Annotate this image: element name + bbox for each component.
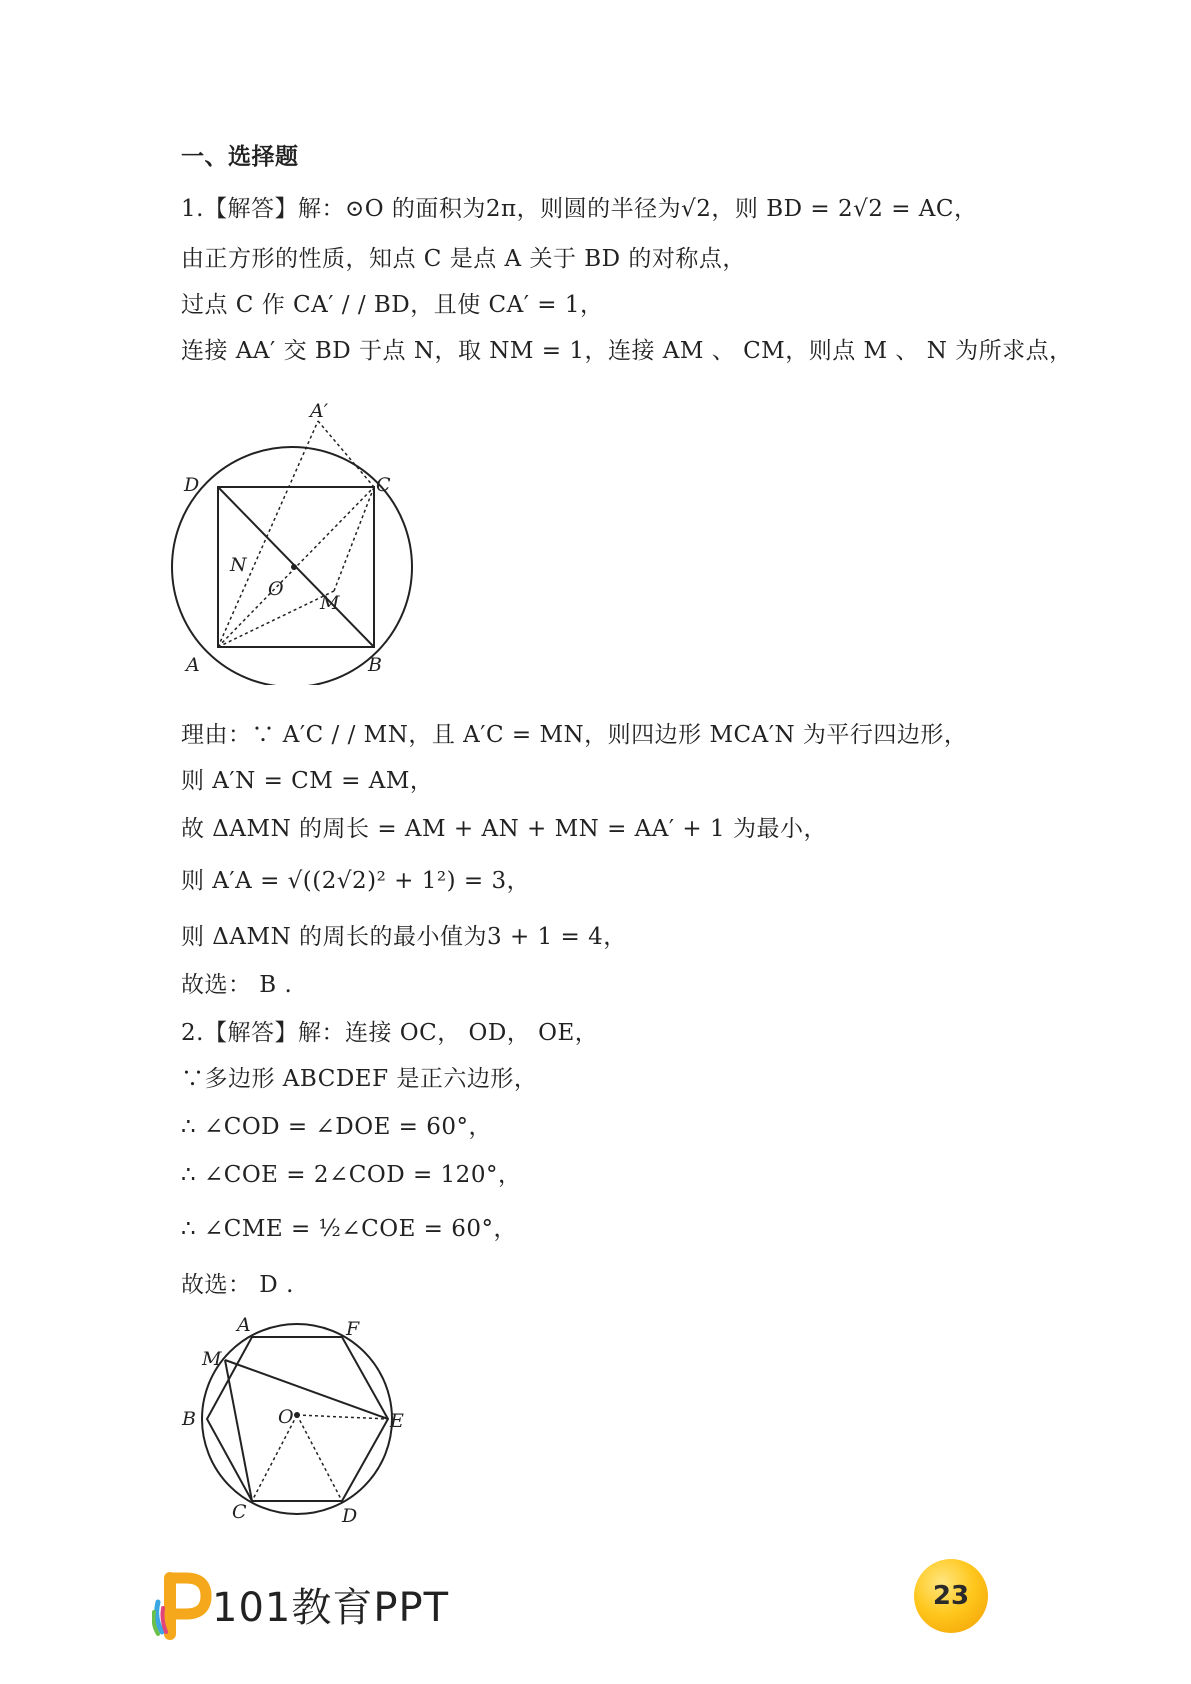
label-n: N (230, 554, 247, 576)
label-c: C (232, 1501, 247, 1523)
problem2-line-1: 2.【解答】解：连接 OC， OD， OE， (181, 1020, 599, 1046)
problem1-reason-2: 则 A′N = CM = AM， (181, 768, 434, 794)
label-b: B (182, 1408, 196, 1430)
brand-logo-text: 101教育PPT (212, 1585, 450, 1631)
figure-hexagon-in-circle (180, 1315, 420, 1529)
page-number-badge: 23 (914, 1559, 988, 1633)
problem1-reason-4: 则 A′A = √((2√2)² + 1²) = 3， (181, 868, 531, 894)
problem1-reason-5: 则 ΔAMN 的周长的最小值为3 + 1 = 4， (181, 924, 627, 950)
problem2-line-4: ∴ ∠COE = 2∠COD = 120°， (181, 1162, 522, 1188)
problem1-reason-3: 故 ΔAMN 的周长 = AM + AN + MN = AA′ + 1 为最小， (181, 816, 827, 842)
label-o: O (268, 578, 284, 600)
label-e: E (390, 1410, 404, 1432)
brand-logo-icon (152, 1572, 212, 1644)
label-b: B (368, 654, 382, 676)
problem2-line-5: ∴ ∠CME = ½∠COE = 60°， (181, 1216, 518, 1242)
label-o: O (278, 1406, 294, 1428)
segment-oe (297, 1415, 388, 1419)
segment-cm (334, 487, 374, 591)
problem2-answer: 故选： D . (181, 1272, 294, 1298)
segment-aa-prime (218, 421, 318, 647)
segment-mc (225, 1360, 252, 1501)
circle-o (202, 1324, 392, 1514)
segment-me (225, 1360, 388, 1419)
label-m: M (320, 592, 340, 614)
problem2-line-3: ∴ ∠COD = ∠DOE = 60°， (181, 1114, 493, 1140)
problem1-reason-1: 理由：∵ A′C / / MN，且 A′C = MN，则四边形 MCA′N 为平行四边形， (181, 722, 968, 748)
section-title: 一、选择题 (181, 143, 299, 170)
hexagon-abcdef (207, 1337, 388, 1501)
segment-od (297, 1415, 342, 1501)
problem1-line-3: 过点 C 作 CA′ / / BD，且使 CA′ = 1， (181, 292, 604, 318)
problem1-answer: 故选： B . (181, 972, 293, 998)
problem1-line-2: 由正方形的性质，知点 C 是点 A 关于 BD 的对称点， (181, 246, 746, 272)
center-point (291, 564, 297, 570)
label-a: A (186, 654, 200, 676)
label-f: F (346, 1318, 360, 1340)
label-m: M (202, 1348, 222, 1370)
label-a: A (237, 1315, 251, 1336)
label-c: C (376, 474, 391, 496)
label-d: D (184, 474, 200, 496)
center-point (294, 1412, 300, 1418)
problem1-line-4: 连接 AA′ 交 BD 于点 N，取 NM = 1，连接 AM 、 CM，则点 M 、 N 为所求点， (181, 338, 1073, 364)
label-a-prime: A′ (310, 400, 329, 422)
problem2-line-2: ∵多边形 ABCDEF 是正六边形， (181, 1066, 538, 1092)
figure-square-in-circle (170, 395, 440, 689)
segment-a-prime-c (318, 421, 374, 487)
problem1-line-1: 1.【解答】解：⊙O 的面积为2π，则圆的半径为√2，则 BD = 2√2 = AC， (181, 196, 978, 222)
label-d: D (342, 1505, 358, 1525)
